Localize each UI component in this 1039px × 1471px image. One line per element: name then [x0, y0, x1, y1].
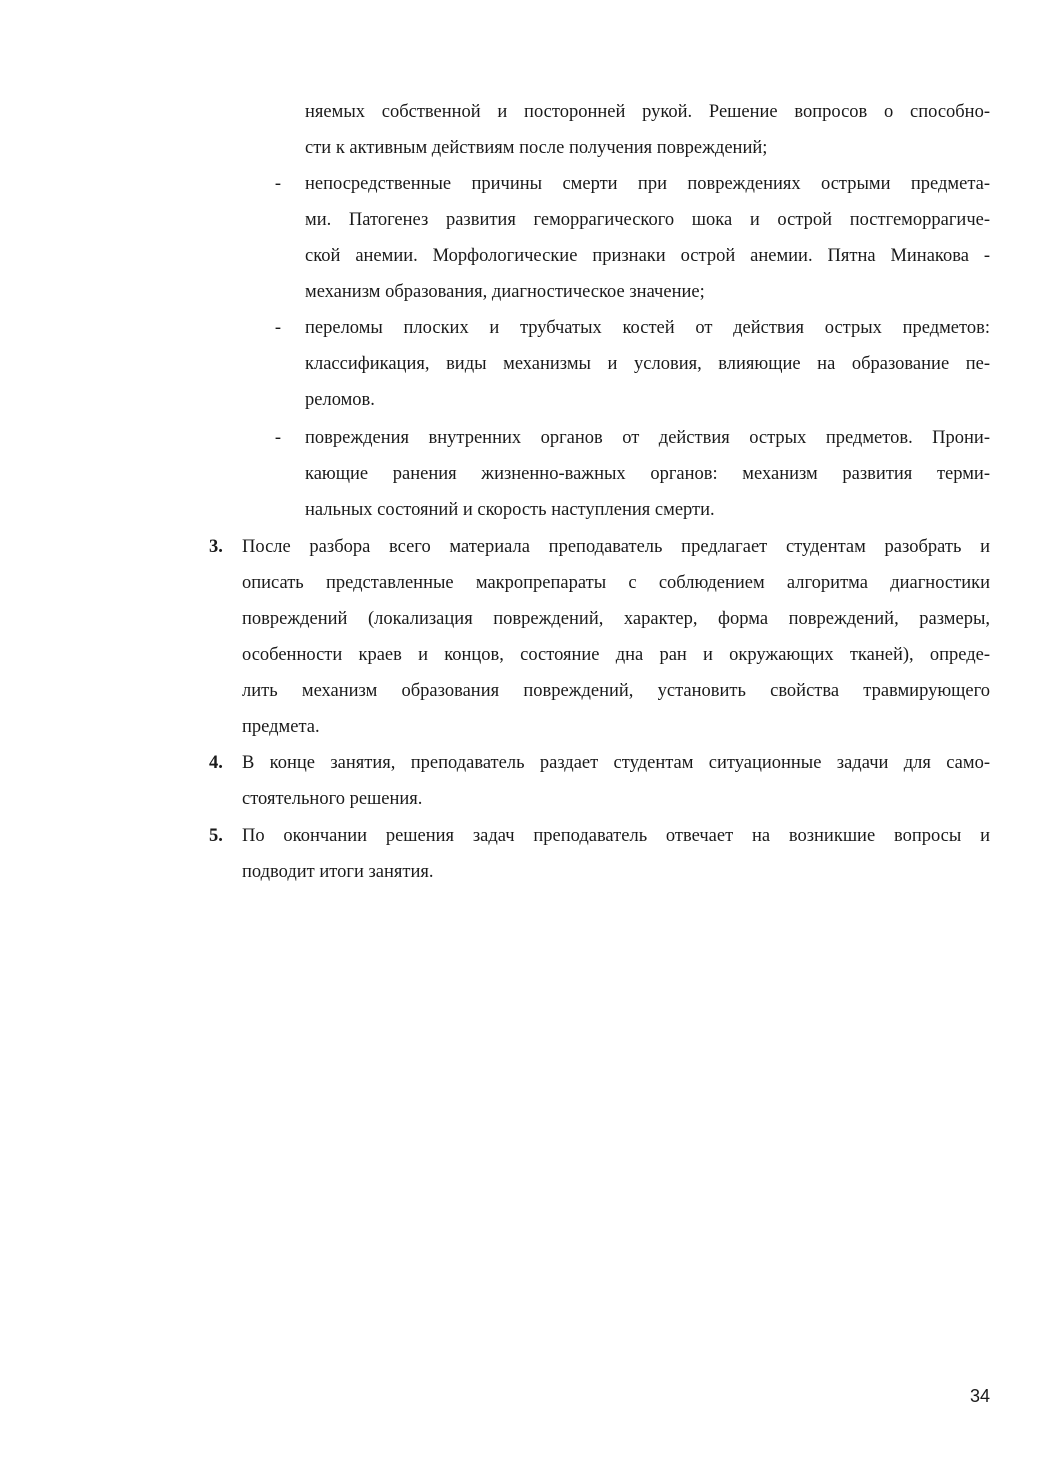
text-line: предмета. — [242, 717, 320, 737]
text-line: классификация, виды механизмы и условия, влияющие на образование пе- — [305, 354, 990, 374]
text-line: лить механизм образования повреждений, установить свойства травмирующего — [242, 681, 990, 701]
text-line: подводит итоги занятия. — [242, 862, 434, 882]
item-number: 4. — [209, 753, 223, 773]
text-line: няемых собственной и посторонней рукой. Решение вопросов о способно- — [305, 102, 990, 122]
text-line: механизм образования, диагностическое значение; — [305, 282, 705, 302]
text-line: непосредственные причины смерти при повреждениях острыми предмета- — [305, 174, 990, 194]
item-number: 5. — [209, 826, 223, 846]
text-line: нальных состояний и скорость наступления смерти. — [305, 500, 715, 520]
dash-marker: - — [274, 428, 282, 448]
text-line: По окончании решения задач преподаватель отвечает на возникшие вопросы и — [242, 826, 990, 846]
text-line: ми. Патогенез развития геморрагического шока и острой постгеморрагиче- — [305, 210, 990, 230]
page-number: 34 — [969, 1386, 990, 1406]
text-line: сти к активным действиям после получения повреждений; — [305, 138, 768, 158]
text-line: В конце занятия, преподаватель раздает студентам ситуационные задачи для само- — [242, 753, 990, 773]
text-line: кающие ранения жизненно-важных органов: механизм развития терми- — [305, 464, 990, 484]
text-line: описать представленные макропрепараты с соблюдением алгоритма диагностики — [242, 573, 990, 593]
text-line: стоятельного решения. — [242, 789, 423, 809]
text-line: особенности краев и концов, состояние дна ран и окружающих тканей), опреде- — [242, 645, 990, 665]
dash-marker: - — [274, 174, 282, 194]
item-number: 3. — [209, 537, 223, 557]
text-line: реломов. — [305, 390, 375, 410]
text-line: переломы плоских и трубчатых костей от действия острых предметов: — [305, 318, 990, 338]
text-line: повреждений (локализация повреждений, характер, форма повреждений, размеры, — [242, 609, 990, 629]
text-line: ской анемии. Морфологические признаки острой анемии. Пятна Минакова - — [305, 246, 990, 266]
dash-marker: - — [274, 318, 282, 338]
text-line: повреждения внутренних органов от действия острых предметов. Прони- — [305, 428, 990, 448]
text-line: После разбора всего материала преподаватель предлагает студентам разобрать и — [242, 537, 990, 557]
